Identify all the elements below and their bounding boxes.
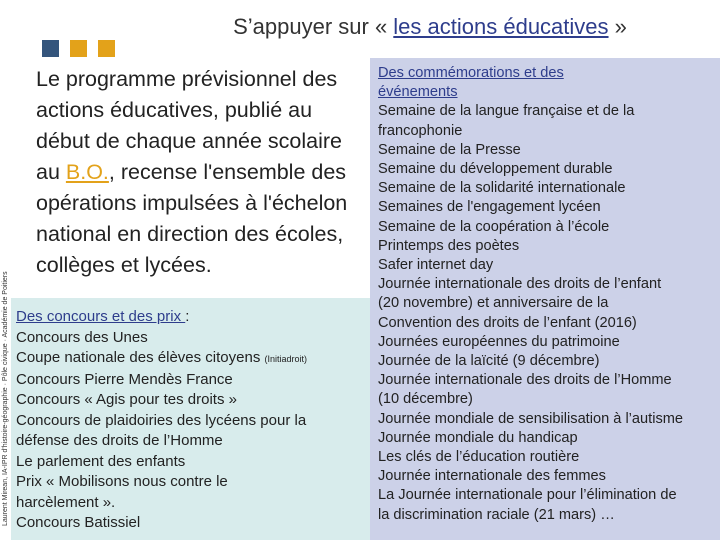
decorative-squares	[42, 40, 132, 60]
list-item: Semaine de la coopération à l’école	[378, 218, 610, 235]
orange-square-icon	[70, 40, 87, 57]
list-item: Concours Batissiel	[16, 514, 141, 531]
coupe-note: (Initiadroit)	[264, 354, 308, 364]
list-item: Prix « Mobilisons nous contre le	[16, 473, 228, 490]
list-item: Journée mondiale de sensibilisation à l’autisme	[378, 410, 684, 427]
list-item: Journée mondiale du handicap	[378, 429, 578, 446]
intro-before: Le programme prévisionnel des actions éducatives, publié au début de chaque année scolaire au	[36, 67, 343, 184]
title-suffix: »	[608, 14, 627, 39]
list-item: Le parlement des enfants	[16, 452, 186, 470]
list-item: Semaine de la langue française et de la	[378, 103, 635, 120]
list-item: Semaines de l'engagement lycéen	[378, 199, 601, 216]
list-item: Journée internationale des femmes	[378, 468, 606, 485]
list-item: (10 décembre)	[378, 391, 473, 408]
intro-panel	[26, 58, 370, 298]
list-item: Concours de plaidoiries des lycéens pour la	[16, 411, 307, 429]
list-item: francophonie	[378, 122, 463, 139]
commemorations-heading-line2[interactable]: événements	[378, 84, 458, 101]
list-item: Concours « Agis pour tes droits »	[16, 391, 237, 408]
list-item: défense des droits de l’Homme	[16, 432, 223, 449]
list-item: Semaine de la solidarité internationale	[378, 180, 626, 197]
list-item: Convention des droits de l’enfant (2016)	[378, 314, 637, 331]
concours-heading-colon: :	[185, 308, 190, 325]
list-item: Journée internationale des droits de l’enfant	[378, 276, 662, 293]
list-item: (20 novembre) et anniversaire de la	[378, 295, 609, 312]
list-item: Printemps des poètes	[378, 237, 520, 254]
list-item: Semaine du développement durable	[378, 161, 613, 178]
title-prefix: S’appuyer sur «	[233, 14, 394, 39]
blue-square-icon	[42, 40, 59, 57]
intro-text	[26, 58, 370, 281]
list-item: Journées européennes du patrimoine	[378, 333, 620, 350]
bo-link[interactable]: B.O.	[65, 160, 109, 184]
list-item: Les clés de l’éducation routière	[378, 449, 580, 466]
coupe-label: Coupe nationale des élèves citoyens	[16, 349, 261, 366]
list-item: Concours des Unes	[16, 328, 148, 346]
commemorations-heading-line1[interactable]: Des commémorations et des	[378, 65, 564, 81]
list-item: Safer internet day	[378, 257, 494, 274]
concours-heading[interactable]: Des concours et des prix	[16, 308, 186, 325]
list-item: Journée de la laïcité (9 décembre)	[378, 353, 600, 370]
title-link[interactable]: les actions éducatives	[393, 14, 609, 39]
commemorations-panel	[370, 58, 720, 540]
list-item: la discrimination raciale (21 mars) …	[378, 506, 615, 523]
orange-square-icon	[98, 40, 115, 57]
vertical-credit: Laurent Mirean, IA-IPR d'histoire-géographie · Pôle civique · Académie de Poitiers	[2, 271, 9, 526]
list-item: Semaine de la Presse	[378, 141, 521, 158]
list-item: harcèlement ».	[16, 493, 116, 511]
concours-panel	[11, 298, 370, 540]
slide-title	[140, 14, 720, 40]
list-item	[16, 348, 370, 370]
list-item: La Journée internationale pour l’élimination de	[378, 487, 677, 504]
concours-heading-line	[16, 307, 370, 328]
list-item: Concours Pierre Mendès France	[16, 370, 233, 388]
list-item: Journée internationale des droits de l’Homme	[378, 372, 672, 389]
intro-after: , recense l'ensemble des opérations impulsées à l'échelon national en direction des écoles, collèges et lycées.	[36, 160, 348, 277]
